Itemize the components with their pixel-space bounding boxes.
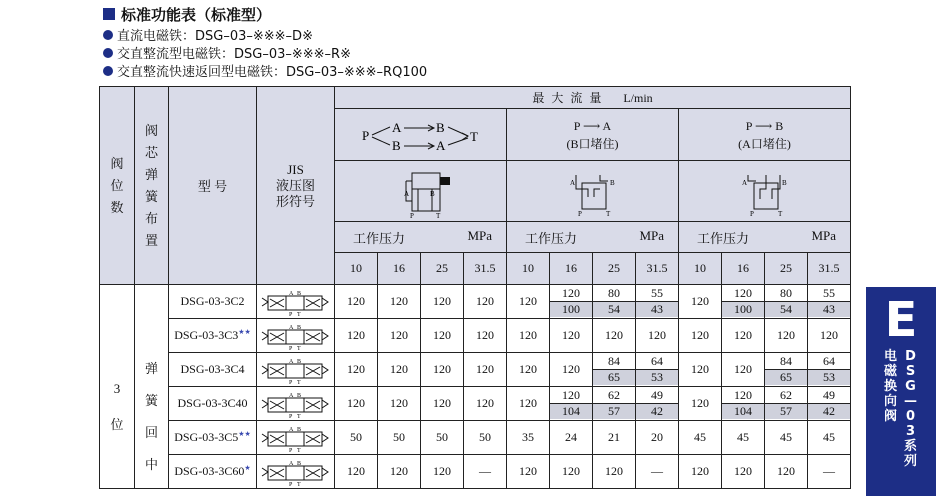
model-cell: DSG-03-3C5★★ [169,421,257,455]
flow-value-cell: 120 [636,319,679,353]
spool-symbol-icon [260,460,332,488]
symbol-pa [507,161,679,222]
symbol-cell [257,387,335,421]
table-row [100,319,851,353]
tab-char: 列 [904,454,918,469]
svg-text:B: B [296,392,301,399]
model-cell: DSG-03-3C40 [169,387,257,421]
flow-value-cell: 64 53 [636,353,679,387]
svg-text:B: B [429,190,435,198]
pressure-value: 31.5 [464,253,507,285]
flow-value-cell: 120 [679,285,722,319]
marker-stars: ★★ [238,328,251,336]
header-max-flow: 最 大 流 量 L/min [335,87,851,109]
flow-value-cell: 120 [421,285,464,319]
valve-name-text [884,349,897,424]
flow-value-cell: 50 [378,421,421,455]
svg-text:A: A [288,358,293,365]
flow-value-cell: 120 [550,319,593,353]
bullet-dc: 直流电磁铁：DSG–03–※※※–D※ [103,26,313,43]
flow-value-cell: 120 [464,285,507,319]
flow-value-cell: 120 [421,319,464,353]
valve-symbol-icon [730,163,800,219]
svg-text:T: T [296,379,301,386]
pressure-value: 31.5 [808,253,851,285]
flow-value-cell: 80 54 [593,285,636,319]
svg-text:P: P [288,345,292,352]
spool-symbol-icon [260,324,332,352]
tab-char: — [904,394,917,409]
flow-value-cell: 120 [378,353,421,387]
bullet-rectified: 交直整流型电磁铁：DSG–03–※※※–R※ [103,44,351,61]
flow-value-cell: 84 65 [593,353,636,387]
svg-text:A: A [288,426,293,433]
pressure-value: 10 [679,253,722,285]
section-heading: 标准功能表（标准型） [103,4,271,24]
flow-value-cell: 120 [464,353,507,387]
svg-text:A: A [288,324,293,331]
pressure-value: 10 [507,253,550,285]
flow-value-cell: 45 [765,421,808,455]
tab-char: 系 [904,439,918,454]
svg-text:T: T [296,311,301,318]
flow-value-cell: 64 53 [808,353,851,387]
svg-text:T: T [296,447,301,454]
symbol-ptab [335,161,507,222]
series-text [904,349,917,469]
flow-value-cell: 120 [507,319,550,353]
flow-value-cell: 120 [722,353,765,387]
svg-text:A: A [569,179,575,187]
flow-value-cell: 120 [507,387,550,421]
tab-char: 换 [884,379,898,394]
svg-text:B: B [296,290,301,297]
flow-value-cell: 120 [722,319,765,353]
pressure-header-1: 工作压力 MPa [335,222,507,253]
tab-char: 阀 [884,409,898,424]
svg-text:P: P [577,210,582,218]
flow-value-cell: 120 [335,319,378,353]
flow-value-cell: 84 65 [765,353,808,387]
symbol-cell [257,421,335,455]
table-row [100,387,851,421]
svg-text:A: A [741,179,747,187]
flow-value-cell: 120 100 [550,285,593,319]
svg-text:P: P [288,311,292,318]
svg-text:A: A [435,137,445,153]
side-section-tab [866,287,936,496]
flow-value-cell: 120 [378,285,421,319]
svg-text:A: A [288,392,293,399]
svg-text:T: T [296,413,301,420]
pressure-value: 31.5 [636,253,679,285]
flow-value-cell: 120 [335,387,378,421]
flow-value-cell: 120 104 [722,387,765,421]
tab-char: 电 [884,349,898,364]
svg-text:T: T [435,212,440,220]
symbol-cell [257,285,335,319]
valve-symbol-icon [386,163,456,219]
bullet-rectified-quick: 交直整流快速返回型电磁铁：DSG–03–※※※–RQ100 [103,62,427,79]
flow-value-cell: 55 43 [636,285,679,319]
flow-value-cell: 120 [765,319,808,353]
svg-text:B: B [435,119,445,135]
flow-value-cell: 120 [808,319,851,353]
header-valve-positions: 阀 位 数 [100,87,135,285]
tab-char: 磁 [884,364,898,379]
flow-value-cell: 120 [679,387,722,421]
flow-value-cell: 120 [464,319,507,353]
flow-value-cell: 45 [808,421,851,455]
svg-text:A: A [288,290,293,297]
flow-value-cell: 120 [593,319,636,353]
flow-value-cell: 120 [550,455,593,489]
flow-path-diagram-icon [356,115,486,155]
flow-value-cell: 45 [722,421,765,455]
flow-value-cell: 120 [679,353,722,387]
table-row [100,353,851,387]
spool-symbol-icon [260,426,332,454]
flow-value-cell: — [464,455,507,489]
flow-value-cell: 120 [378,455,421,489]
symbol-cell [257,319,335,353]
svg-text:P: P [749,210,754,218]
spool-symbol-icon [260,290,332,318]
pressure-value: 16 [378,253,421,285]
dot-bullet-icon [103,48,113,58]
svg-text:P: P [288,481,292,488]
dot-bullet-icon [103,30,113,40]
pressure-header-2: 工作压力 MPa [507,222,679,253]
header-jis: JIS 液压图 形符号 [257,87,335,285]
flow-value-cell: 120 [421,455,464,489]
flow-value-cell: 120 [722,455,765,489]
flow-value-cell: 120 [507,455,550,489]
tab-char: 向 [884,394,898,409]
flow-value-cell: 49 42 [808,387,851,421]
flow-value-cell: 62 57 [593,387,636,421]
flow-value-cell: 120 [378,387,421,421]
flow-value-cell: 120 [550,353,593,387]
flow-value-cell: 80 54 [765,285,808,319]
tab-char: S [905,364,916,379]
valve-symbol-icon [558,163,628,219]
svg-text:P: P [361,127,369,143]
svg-text:B: B [391,137,401,153]
marker-stars: ★ [244,464,251,472]
flow-value-cell: — [808,455,851,489]
tab-char: D [905,349,916,364]
flow-value-cell: 120 [765,455,808,489]
svg-text:T: T [605,210,610,218]
svg-text:B: B [296,358,301,365]
svg-text:T: T [296,345,301,352]
flow-value-cell: 120 [421,387,464,421]
flow-value-cell: 50 [421,421,464,455]
dot-bullet-icon [103,66,113,76]
header-spool-spring: 阀 芯 弹 簧 布 置 [135,87,169,285]
flow-value-cell: 120 104 [550,387,593,421]
svg-text:A: A [391,119,401,135]
flow-value-cell: 120 [421,353,464,387]
spool-symbol-icon [260,392,332,420]
marker-stars: ★★ [238,430,251,438]
svg-text:A: A [288,460,293,467]
flow-value-cell: 50 [335,421,378,455]
svg-text:T: T [777,210,782,218]
function-table [99,86,851,489]
flow-value-cell: 120 [507,353,550,387]
flow-value-cell: 45 [679,421,722,455]
flow-value-cell: 20 [636,421,679,455]
flow-value-cell: 62 57 [765,387,808,421]
flow-value-cell: 120 [335,353,378,387]
flow-path-pa: P ⟶ A (B口堵住) [507,109,679,161]
flow-value-cell: 120 [593,455,636,489]
flow-value-cell: 120 [378,319,421,353]
section-letter: E [884,292,918,348]
pressure-value: 25 [765,253,808,285]
svg-text:P: P [288,413,292,420]
symbol-cell [257,353,335,387]
header-model: 型 号 [169,87,257,285]
table-row [100,455,851,489]
pressure-value: 25 [593,253,636,285]
flow-value-cell: 24 [550,421,593,455]
symbol-pb [679,161,851,222]
table-row [100,285,851,319]
svg-text:B: B [781,179,787,187]
flow-value-cell: — [636,455,679,489]
tab-char: 3 [905,424,916,439]
svg-text:B: B [296,426,301,433]
flow-path-ptab [335,109,507,161]
pressure-value: 10 [335,253,378,285]
flow-value-cell: 49 42 [636,387,679,421]
svg-text:P: P [288,447,292,454]
pressure-value: 16 [550,253,593,285]
svg-text:B: B [609,179,615,187]
svg-text:A: A [403,190,409,198]
svg-text:T: T [469,128,478,144]
tab-char: 0 [905,409,916,424]
pressure-header-3: 工作压力 MPa [679,222,851,253]
symbol-cell [257,455,335,489]
flow-value-cell: 35 [507,421,550,455]
svg-text:T: T [296,481,301,488]
model-cell: DSG-03-3C60★ [169,455,257,489]
flow-value-cell: 21 [593,421,636,455]
pressure-value: 16 [722,253,765,285]
spring-center-cell: 弹 簧 回 中 [135,285,169,489]
flow-value-cell: 50 [464,421,507,455]
flow-value-cell: 120 [464,387,507,421]
pressure-value: 25 [421,253,464,285]
table-row [100,421,851,455]
tab-char: G [905,379,916,394]
spool-symbol-icon [260,358,332,386]
valve-count-cell: 3 位 [100,285,135,489]
flow-value-cell: 55 43 [808,285,851,319]
flow-value-cell: 120 [507,285,550,319]
svg-text:P: P [288,379,292,386]
flow-value-cell: 120 100 [722,285,765,319]
model-cell: DSG-03-3C4 [169,353,257,387]
square-bullet-icon [103,8,115,20]
flow-value-cell: 120 [679,455,722,489]
flow-value-cell: 120 [335,455,378,489]
svg-text:B: B [296,460,301,467]
flow-value-cell: 120 [335,285,378,319]
model-cell: DSG-03-3C3★★ [169,319,257,353]
svg-text:B: B [296,324,301,331]
svg-text:P: P [409,212,414,220]
flow-value-cell: 120 [679,319,722,353]
model-cell: DSG-03-3C2 [169,285,257,319]
flow-path-pb: P ⟶ B (A口堵住) [679,109,851,161]
